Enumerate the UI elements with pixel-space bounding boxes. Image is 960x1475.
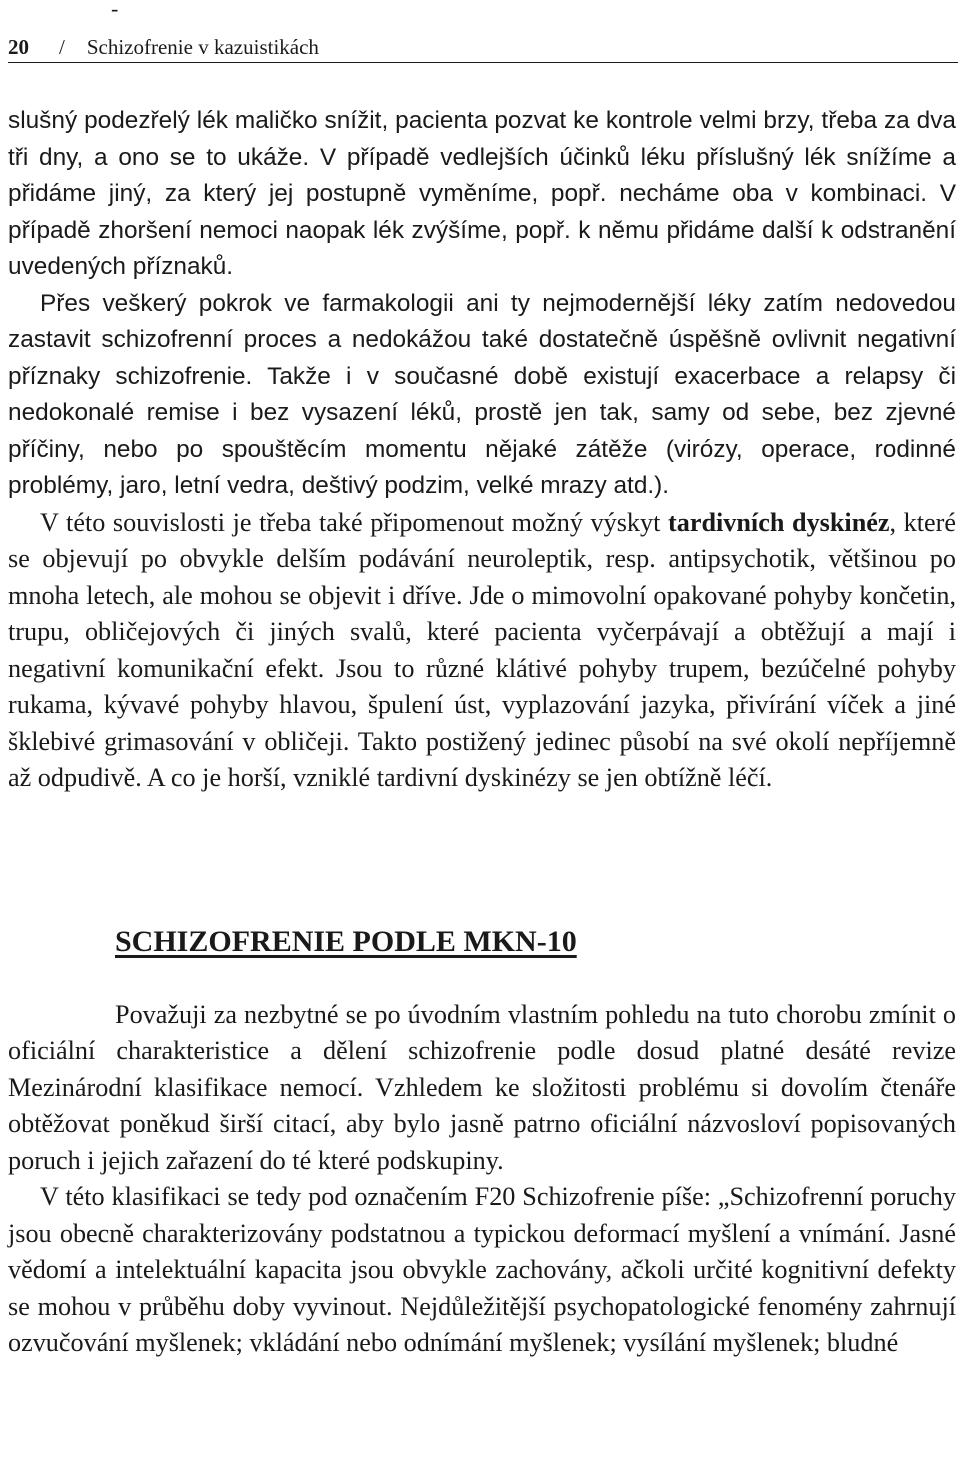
section-mkn10 bbox=[8, 997, 956, 1362]
paragraph-treatment-adjustment: slušný podezřelý lék maličko snížit, pacienta pozvat ke kontrole velmi brzy, třeba za dva tři dny, a ono se to ukáže. V případě vedlejších účinků léku příslušný lék snížíme a přidáme jiný, za který jej postupně vyměníme, popř. necháme oba v kombinaci. V případě zhoršení nemoci naopak lék zvýšíme, popř. k němu přidáme další k odstranění uvedených příznaků. bbox=[8, 107, 956, 280]
text-run: V této souvislosti je třeba také připomenout možný výskyt bbox=[40, 507, 668, 537]
top-mark: - bbox=[111, 0, 119, 21]
section-treatment bbox=[8, 103, 956, 286]
paragraph-mkn10-intro: Považuji za nezbytné se po úvodním vlastním pohledu na tuto chorobu zmínit o oficiální charakteristice a dělení schizofrenie podle dosud platné desáté revize Mezinárodní klasifikace nemocí. Vzhledem ke složitosti problému si dovolím čtenáře obtěžovat poněkud širší citací, aby bylo jasně patrno oficiální názvosloví popisovaných poruch i jejich zařazení do té které podskupiny. bbox=[8, 999, 956, 1175]
page-number: 20 bbox=[8, 35, 29, 59]
page-body bbox=[8, 103, 956, 1362]
paragraph-pharmacology-limits: Přes veškerý pokrok ve farmakologii ani ty nejmodernější léky zatím nedovedou zastavit schizofrenní proces a nedokážou také dostatečně úspěšně ovlivnit negativní příznaky schizofrenie. Takže i v současné době existují exacerbace a relapsy či nedokonalé remise i bez vysazení léků, prostě jen tak, samy od sebe, bez zjevné příčiny, nebo po spouštěcím momentu nějaké zátěže (virózy, operace, rodinné problémy, jaro, letní vedra, deštivý podzim, velké mrazy atd.). bbox=[8, 289, 956, 499]
paragraph-f20-quote: V této klasifikaci se tedy pod označením F20 Schizofrenie píše: „Schizofrenní poruchy jsou obecně charakterizovány podstatnou a typickou deformací myšlení a vnímání. Jasné vědomí a intelektuální kapacita jsou obvykle zachovány, ačkoli určité kognitivní defekty se mohou v průběhu doby vyvinout. Nejdůležitější psychopatologické fenomény zahrnují ozvučování myšlenek; vkládání nebo odnímání myšlenek; vysílání myšlenek; bludné bbox=[8, 1182, 956, 1357]
paragraph-tardive-dyskinesia bbox=[8, 505, 956, 797]
running-title: Schizofrenie v kazuistikách bbox=[86, 35, 319, 59]
bold-term: tardivních dyskinéz bbox=[668, 507, 890, 537]
section-heading: SCHIZOFRENIE PODLE MKN-10 bbox=[115, 924, 577, 958]
text-run: , které se objevují po obvykle delším podávání neuroleptik, resp. antipsychotik, většinou po mnoha letech, ale mohou se objevit i dříve. Jde o mimovolní opakované pohyby končetin, trupu, obličejových či jiných svalů, které pacienta vyčerpávají a obtěžují a mají i negativní komunikační efekt. Jsou to různé klátivé pohyby trupem, bezúčelné pohyby rukama, kývavé pohyby hlavou, špulení úst, vyplazování jazyka, přivírání víček a jiné šklebivé grimasování v obličeji. Takto postižený jedinec působí na své okolí nepříjemně až odpudivě. A co je horší, vzniklé tardivní dyskinézy se jen obtížně léčí. bbox=[8, 507, 957, 792]
header-separator: / bbox=[59, 35, 65, 59]
running-header bbox=[8, 36, 958, 63]
section-limits bbox=[8, 286, 956, 797]
